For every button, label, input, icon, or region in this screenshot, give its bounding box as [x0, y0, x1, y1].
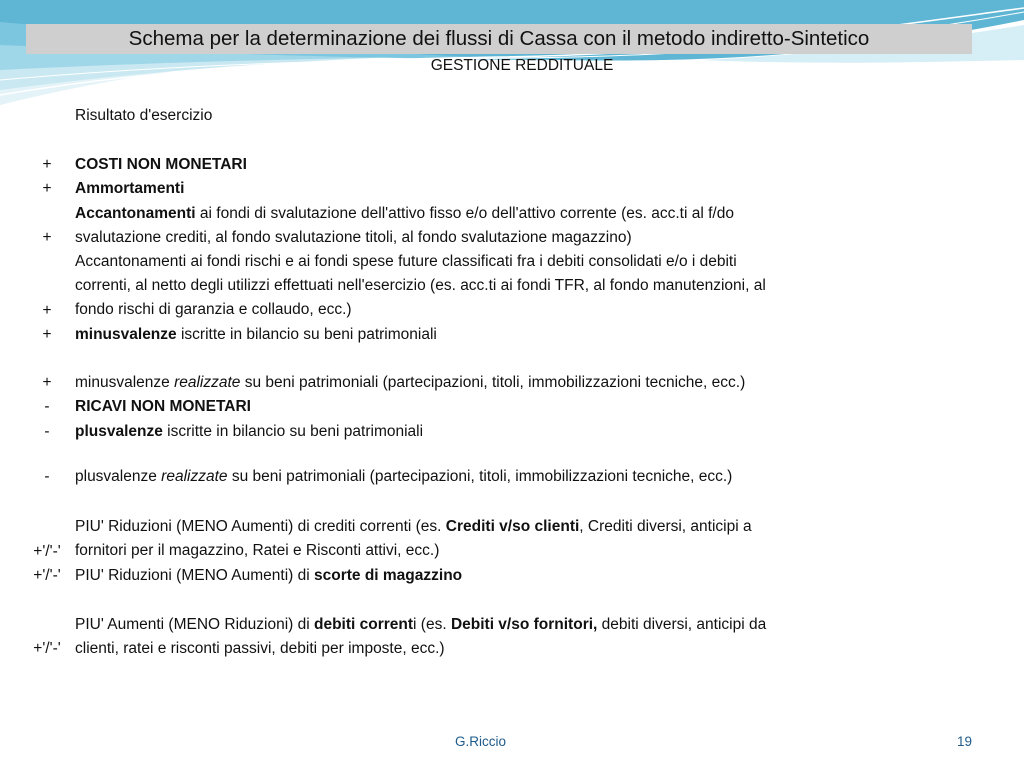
- item-plusvalenze-iscritte: plusvalenze iscritte in bilancio su beni patrimoniali: [75, 423, 424, 440]
- item-accantonamenti-rischi: Accantonamenti ai fondi rischi e ai fondi spese future classificati fra i debiti consolidati e/o i debiti correnti, al netto degli utilizzi effettuati nell'esercizio (es. acc.ti ai fondi TFR, al fondo manutenzioni, al fondo rischi di garanzia e collaudo, ecc.): [75, 253, 766, 318]
- item-minusvalenze-realizzate: minusvalenze realizzate su beni patrimoniali (partecipazioni, titoli, immobilizzazioni tecniche, ecc.): [75, 374, 746, 391]
- item-accantonamenti-svalutazione: Accantonamenti ai fondi di svalutazione dell'attivo fisso e/o dell'attivo corrente (es. acc.ti al f/do svalutazione crediti, al fondo svalutazione titoli, al fondo svalutazione magazzino): [75, 205, 734, 246]
- item-scorte-magazzino: PIU' Riduzioni (MENO Aumenti) di scorte di magazzino: [75, 567, 463, 584]
- page-number: 19: [957, 734, 973, 749]
- item-risultato: Risultato d'esercizio: [75, 107, 213, 124]
- item-sign: +'/'-': [33, 543, 61, 560]
- item-sign: -: [44, 398, 50, 415]
- item-costi-non-monetari: COSTI NON MONETARI: [75, 156, 247, 173]
- item-sign: +: [42, 374, 52, 391]
- item-sign: +: [42, 302, 52, 319]
- item-minusvalenze-iscritte: minusvalenze iscritte in bilancio su beni patrimoniali: [75, 326, 437, 343]
- item-sign: +: [42, 156, 52, 173]
- item-ammortamenti: Ammortamenti: [75, 180, 185, 197]
- item-sign: +'/'-': [33, 640, 61, 657]
- item-sign: -: [44, 423, 50, 440]
- item-crediti-correnti: PIU' Riduzioni (MENO Aumenti) di crediti correnti (es. Crediti v/so clienti, Crediti diversi, anticipi a fornitori per il magazzino, Ratei e Risconti attivi, ecc.): [75, 518, 752, 559]
- slide-title: Schema per la determinazione dei flussi di Cassa con il metodo indiretto-Sintetico: [26, 24, 972, 54]
- item-ricavi-non-monetari: RICAVI NON MONETARI: [75, 398, 251, 415]
- footer-author: G.Riccio: [455, 734, 507, 749]
- item-sign: +: [42, 229, 52, 246]
- item-sign: -: [44, 468, 50, 485]
- item-sign: +: [42, 326, 52, 343]
- slide-subtitle: GESTIONE REDDITUALE: [430, 57, 614, 74]
- item-sign: +: [42, 180, 52, 197]
- item-plusvalenze-realizzate: plusvalenze realizzate su beni patrimoniali (partecipazioni, titoli, immobilizzazioni tecniche, ecc.): [75, 468, 733, 485]
- item-sign: +'/'-': [33, 567, 61, 584]
- item-debiti-correnti: PIU' Aumenti (MENO Riduzioni) di debiti correnti (es. Debiti v/so fornitori, debiti diversi, anticipi da clienti, ratei e risconti passivi, debiti per imposte, ecc.): [75, 616, 767, 657]
